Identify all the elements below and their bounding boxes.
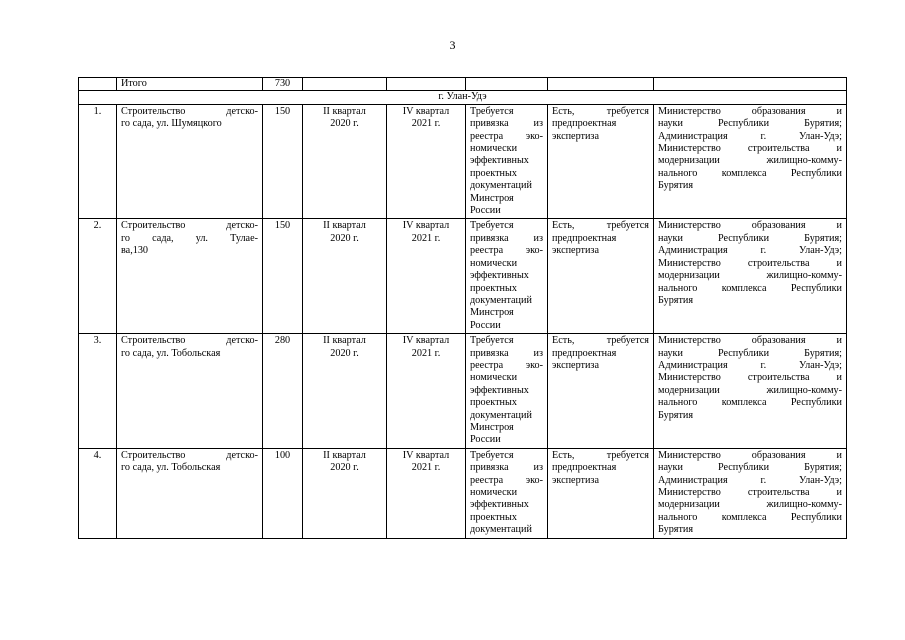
- capacity: 150: [263, 104, 303, 219]
- table-row: [79, 334, 847, 449]
- cell-line: Требуется: [470, 449, 514, 461]
- cell-line: науки Республики Бурятия;: [658, 232, 842, 244]
- cell-line: нального комплекса Республики: [658, 397, 842, 409]
- cell-line: эффективных: [470, 270, 529, 282]
- cell-line: экспертиза: [552, 359, 599, 371]
- cell-line: проектных: [470, 167, 517, 179]
- cell-line: Бурятия: [658, 524, 694, 536]
- cell-line: Строительство детско-: [121, 220, 258, 232]
- cell-line: науки Республики Бурятия;: [658, 347, 842, 359]
- start-date: [303, 104, 387, 219]
- cell-line: Есть, требуется: [552, 335, 649, 347]
- cell-line: Министерство образования и: [658, 449, 842, 461]
- table-row: [79, 448, 847, 538]
- end-date: [387, 219, 466, 334]
- cell-line: 2021 г.: [411, 118, 441, 130]
- cell-line: Бурятия: [658, 180, 694, 192]
- cell-line: 2020 г.: [330, 118, 359, 130]
- cell-line: Требуется: [470, 335, 514, 347]
- cell-line: Администрация г. Улан-Удэ;: [658, 130, 842, 142]
- cell-line: экспертиза: [552, 130, 599, 142]
- row-number: 4.: [79, 448, 117, 538]
- city-heading: г. Улан-Удэ: [79, 91, 847, 104]
- cell-line: 2020 г.: [330, 347, 359, 359]
- cell-line: экспертиза: [552, 245, 599, 257]
- cell-line: IV квартал: [402, 335, 450, 347]
- table-row: [79, 104, 847, 219]
- construction-table: [78, 77, 847, 539]
- responsible-bodies: [654, 448, 847, 538]
- design-status: [548, 448, 654, 538]
- cell-line: науки Республики Бурятия;: [658, 118, 842, 130]
- object-name: [117, 219, 263, 334]
- cell-line: проектных: [470, 282, 517, 294]
- row-number: 3.: [79, 334, 117, 449]
- cell-line: модернизации жилищно-комму-: [658, 384, 842, 396]
- responsible-bodies: [654, 219, 847, 334]
- cell-line: Минстроя: [470, 421, 514, 433]
- end-date: [387, 448, 466, 538]
- city-header-row: [79, 91, 847, 104]
- cell-line: Администрация г. Улан-Удэ;: [658, 359, 842, 371]
- cell-line: номически: [470, 487, 518, 498]
- cell-line: модернизации жилищно-комму-: [658, 155, 842, 167]
- cell-line: Министерство образования и: [658, 105, 842, 117]
- cell-line: нального комплекса Республики: [658, 282, 842, 294]
- cell-line: IV квартал: [402, 220, 450, 232]
- design-status: [548, 104, 654, 219]
- cell-line: Администрация г. Улан-Удэ;: [658, 474, 842, 486]
- cell-line: модернизации жилищно-комму-: [658, 270, 842, 282]
- cell-line: Есть, требуется: [552, 105, 649, 117]
- cell-line: привязка из: [470, 232, 543, 244]
- total-value: 730: [263, 78, 303, 91]
- cell-line: Строительство детско-: [121, 105, 258, 117]
- cell-line: документаций: [470, 409, 532, 421]
- cell-line: Министерство строительства и: [658, 257, 842, 269]
- page-number: 3: [449, 38, 456, 52]
- start-date: [303, 448, 387, 538]
- cell-line: Бурятия: [658, 294, 694, 306]
- table-row: [79, 219, 847, 334]
- cell-line: эффективных: [470, 384, 529, 396]
- cell-line: Есть, требуется: [552, 449, 649, 461]
- object-name: [117, 448, 263, 538]
- cell-line: го сада, ул. Тобольская: [121, 347, 221, 359]
- cell-line: документаций: [470, 524, 532, 536]
- cell-line: предпроектная: [552, 347, 617, 359]
- cell-line: номически: [470, 372, 518, 384]
- end-date: [387, 104, 466, 219]
- object-name: [117, 104, 263, 219]
- cell-line: 2021 г.: [411, 347, 441, 359]
- cell-line: России: [470, 319, 501, 331]
- cell-line: номически: [470, 257, 518, 269]
- cell-line: II квартал: [323, 335, 366, 347]
- cell-line: привязка из: [470, 347, 543, 359]
- start-date: [303, 334, 387, 449]
- cell-line: предпроектная: [552, 232, 617, 244]
- cell-line: номически: [470, 143, 518, 155]
- cell-line: Требуется: [470, 105, 514, 117]
- cell-line: 2020 г.: [330, 232, 359, 244]
- responsible-bodies: [654, 104, 847, 219]
- project-note: [466, 104, 548, 219]
- cell-line: Бурятия: [658, 409, 694, 421]
- cell-line: II квартал: [323, 449, 366, 461]
- cell-line: реестра эко-: [470, 130, 543, 142]
- object-name: [117, 334, 263, 449]
- total-label: Итого: [117, 78, 263, 91]
- project-note: [466, 219, 548, 334]
- cell-line: реестра эко-: [470, 245, 543, 257]
- start-date: [303, 219, 387, 334]
- cell-line: Требуется: [470, 220, 514, 232]
- cell-line: эффективных: [470, 155, 529, 167]
- cell-line: предпроектная: [552, 462, 617, 474]
- cell-line: Министерство строительства и: [658, 372, 842, 384]
- cell-line: го сада, ул. Шумяцкого: [121, 118, 222, 130]
- cell-line: предпроектная: [552, 118, 617, 130]
- cell-line: го сада, ул. Тулае-: [121, 232, 258, 244]
- cell-line: IV квартал: [402, 449, 450, 461]
- project-note: [466, 334, 548, 449]
- cell-line: экспертиза: [552, 474, 599, 486]
- capacity: 280: [263, 334, 303, 449]
- cell-line: нального комплекса Республики: [658, 167, 842, 179]
- design-status: [548, 334, 654, 449]
- capacity: 150: [263, 219, 303, 334]
- cell-line: 2020 г.: [330, 462, 359, 474]
- cell-line: Министерство строительства и: [658, 487, 842, 498]
- cell-line: Министерство образования и: [658, 220, 842, 232]
- cell-line: II квартал: [323, 220, 366, 232]
- cell-line: Министерство строительства и: [658, 143, 842, 155]
- cell-line: нального комплекса Республики: [658, 511, 842, 523]
- cell-line: документаций: [470, 294, 532, 306]
- cell-line: Строительство детско-: [121, 449, 258, 461]
- cell-line: проектных: [470, 397, 517, 409]
- cell-line: Администрация г. Улан-Удэ;: [658, 245, 842, 257]
- cell-line: Минстроя: [470, 192, 514, 204]
- cell-line: науки Республики Бурятия;: [658, 462, 842, 474]
- cell-line: II квартал: [323, 105, 366, 117]
- total-row: [79, 78, 847, 91]
- cell-line: России: [470, 434, 501, 446]
- end-date: [387, 334, 466, 449]
- cell-line: го сада, ул. Тобольская: [121, 462, 221, 474]
- cell-line: ва,130: [121, 245, 149, 257]
- cell-line: модернизации жилищно-комму-: [658, 499, 842, 511]
- row-number: 1.: [79, 104, 117, 219]
- cell-line: Есть, требуется: [552, 220, 649, 232]
- cell-line: 2021 г.: [411, 232, 441, 244]
- cell-line: Минстроя: [470, 307, 514, 319]
- row-number: 2.: [79, 219, 117, 334]
- cell-line: реестра эко-: [470, 474, 543, 486]
- cell-line: России: [470, 205, 501, 217]
- cell-line: привязка из: [470, 462, 543, 474]
- responsible-bodies: [654, 334, 847, 449]
- capacity: 100: [263, 448, 303, 538]
- cell-line: 2021 г.: [411, 462, 441, 474]
- cell-line: IV квартал: [402, 105, 450, 117]
- cell-line: документаций: [470, 180, 532, 192]
- cell-line: реестра эко-: [470, 359, 543, 371]
- cell-line: Строительство детско-: [121, 335, 258, 347]
- cell-line: Министерство образования и: [658, 335, 842, 347]
- design-status: [548, 219, 654, 334]
- cell-line: привязка из: [470, 118, 543, 130]
- project-note: [466, 448, 548, 538]
- cell-line: проектных: [470, 511, 517, 523]
- cell-line: эффективных: [470, 499, 529, 511]
